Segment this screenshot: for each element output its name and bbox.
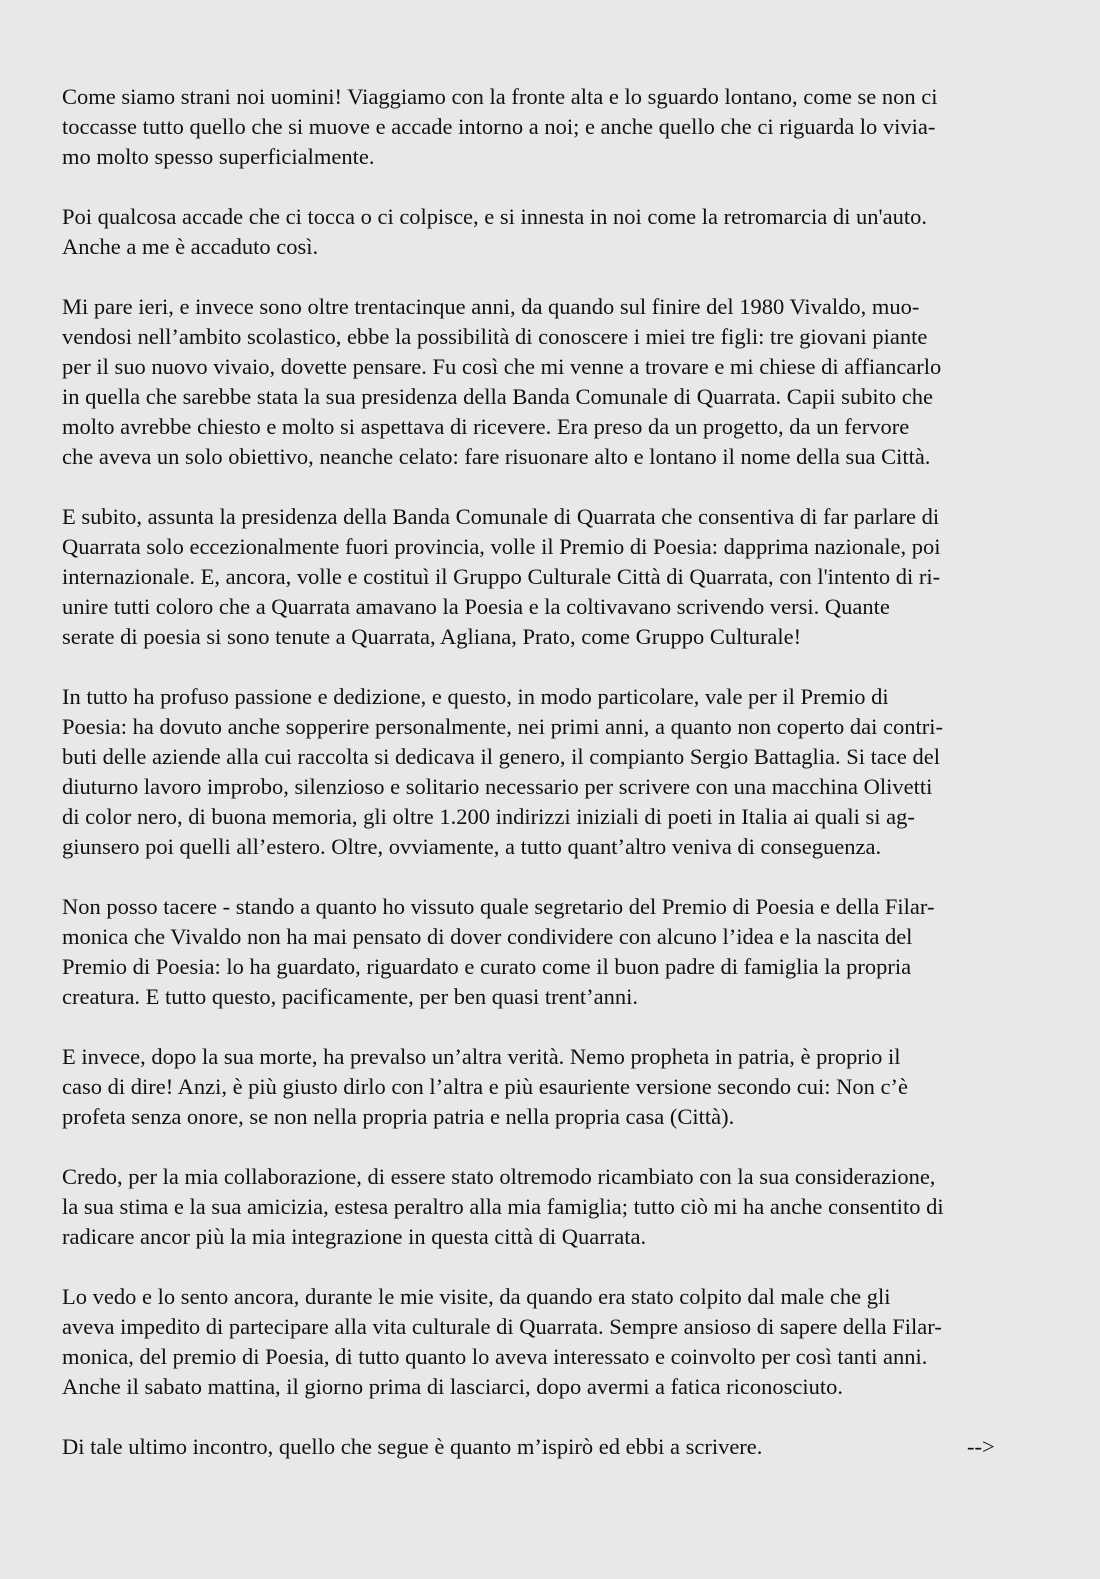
text-line: E invece, dopo la sua morte, ha prevalso un’altra verità. Nemo propheta in patria, è proprio il (62, 1044, 901, 1069)
paragraph-6 (62, 892, 1047, 1012)
text-line: buti delle aziende alla cui raccolta si dedicava il genero, il compianto Sergio Battaglia. Si tace del (62, 744, 941, 769)
text-line: serate di poesia si sono tenute a Quarrata, Agliana, Prato, come Gruppo Culturale! (62, 624, 802, 649)
text-line: toccasse tutto quello che si muove e accade intorno a noi; e anche quello che ci riguarda lo vivia- (62, 114, 936, 139)
text-line: in quella che sarebbe stata la sua presidenza della Banda Comunale di Quarrata. Capii subito che (62, 384, 933, 409)
text-line: di color nero, di buona memoria, gli oltre 1.200 indirizzi iniziali di poeti in Italia ai quali si ag- (62, 804, 915, 829)
text-line: Poi qualcosa accade che ci tocca o ci colpisce, e si innesta in noi come la retromarcia di un'auto. (62, 204, 927, 229)
text-line: radicare ancor più la mia integrazione in questa città di Quarrata. (62, 1224, 647, 1249)
text-line: Come siamo strani noi uomini! Viaggiamo con la fronte alta e lo sguardo lontano, come se non ci (62, 84, 938, 109)
text-line: In tutto ha profuso passione e dedizione, e questo, in modo particolare, vale per il Premio di (62, 684, 889, 709)
text-line: caso di dire! Anzi, è più giusto dirlo con l’altra e più esauriente versione secondo cui: Non c’è (62, 1074, 908, 1099)
text-line: aveva impedito di partecipare alla vita culturale di Quarrata. Sempre ansioso di sapere della Filar- (62, 1314, 942, 1339)
paragraph-5 (62, 682, 1047, 862)
text-line: creatura. E tutto questo, pacificamente, per ben quasi trent’anni. (62, 984, 639, 1009)
paragraph-2 (62, 202, 1047, 262)
text-line: Mi pare ieri, e invece sono oltre trentacinque anni, da quando sul finire del 1980 Vivaldo, muo- (62, 294, 920, 319)
text-line: monica, del premio di Poesia, di tutto quanto lo aveva interessato e coinvolto per così tanti anni. (62, 1344, 928, 1369)
closing-text: Di tale ultimo incontro, quello che segue è quanto m’ispirò ed ebbi a scrivere. (62, 1434, 763, 1459)
continue-arrow: --> (967, 1434, 995, 1459)
text-line: Anche a me è accaduto così. (62, 234, 319, 259)
closing-line (62, 1432, 1047, 1462)
paragraph-9 (62, 1282, 1047, 1402)
text-line: profeta senza onore, se non nella propria patria e nella propria casa (Città). (62, 1104, 735, 1129)
document-body (62, 82, 1047, 1492)
paragraph-1 (62, 82, 1047, 172)
text-line: giunsero poi quelli all’estero. Oltre, ovviamente, a tutto quant’altro veniva di conseguenza. (62, 834, 882, 859)
paragraph-3 (62, 292, 1047, 472)
paragraph-4 (62, 502, 1047, 652)
closing-paragraph (62, 1432, 1047, 1462)
text-line: vendosi nell’ambito scolastico, ebbe la possibilità di conoscere i miei tre figli: tre giovani piante (62, 324, 928, 349)
text-line: internazionale. E, ancora, volle e costituì il Gruppo Culturale Città di Quarrata, con l'intento di ri- (62, 564, 941, 589)
text-line: unire tutti coloro che a Quarrata amavano la Poesia e la coltivavano scrivendo versi. Quante (62, 594, 890, 619)
paragraph-8 (62, 1162, 1047, 1252)
text-line: Lo vedo e lo sento ancora, durante le mie visite, da quando era stato colpito dal male che gli (62, 1284, 891, 1309)
text-line: diuturno lavoro improbo, silenzioso e solitario necessario per scrivere con una macchina Olivetti (62, 774, 933, 799)
text-line: Non posso tacere - stando a quanto ho vissuto quale segretario del Premio di Poesia e della Filar- (62, 894, 935, 919)
text-line: Credo, per la mia collaborazione, di essere stato oltremodo ricambiato con la sua considerazione, (62, 1164, 936, 1189)
text-line: molto avrebbe chiesto e molto si aspettava di ricevere. Era preso da un progetto, da un fervore (62, 414, 910, 439)
text-line: monica che Vivaldo non ha mai pensato di dover condividere con alcuno l’idea e la nascita del (62, 924, 913, 949)
text-line: Premio di Poesia: lo ha guardato, riguardato e curato come il buon padre di famiglia la propria (62, 954, 912, 979)
text-line: la sua stima e la sua amicizia, estesa peraltro alla mia famiglia; tutto ciò mi ha anche consentito di (62, 1194, 944, 1219)
paragraph-7 (62, 1042, 1047, 1132)
text-line: Quarrata solo eccezionalmente fuori provincia, volle il Premio di Poesia: dapprima nazionale, poi (62, 534, 941, 559)
text-line: Anche il sabato mattina, il giorno prima di lasciarci, dopo avermi a fatica riconosciuto. (62, 1374, 843, 1399)
text-line: Poesia: ha dovuto anche sopperire personalmente, nei primi anni, a quanto non coperto dai contri- (62, 714, 943, 739)
text-line: E subito, assunta la presidenza della Banda Comunale di Quarrata che consentiva di far parlare di (62, 504, 940, 529)
text-line: mo molto spesso superficialmente. (62, 144, 375, 169)
text-line: che aveva un solo obiettivo, neanche celato: fare risuonare alto e lontano il nome della sua Città. (62, 444, 931, 469)
text-line: per il suo nuovo vivaio, dovette pensare. Fu così che mi venne a trovare e mi chiese di affiancarlo (62, 354, 942, 379)
